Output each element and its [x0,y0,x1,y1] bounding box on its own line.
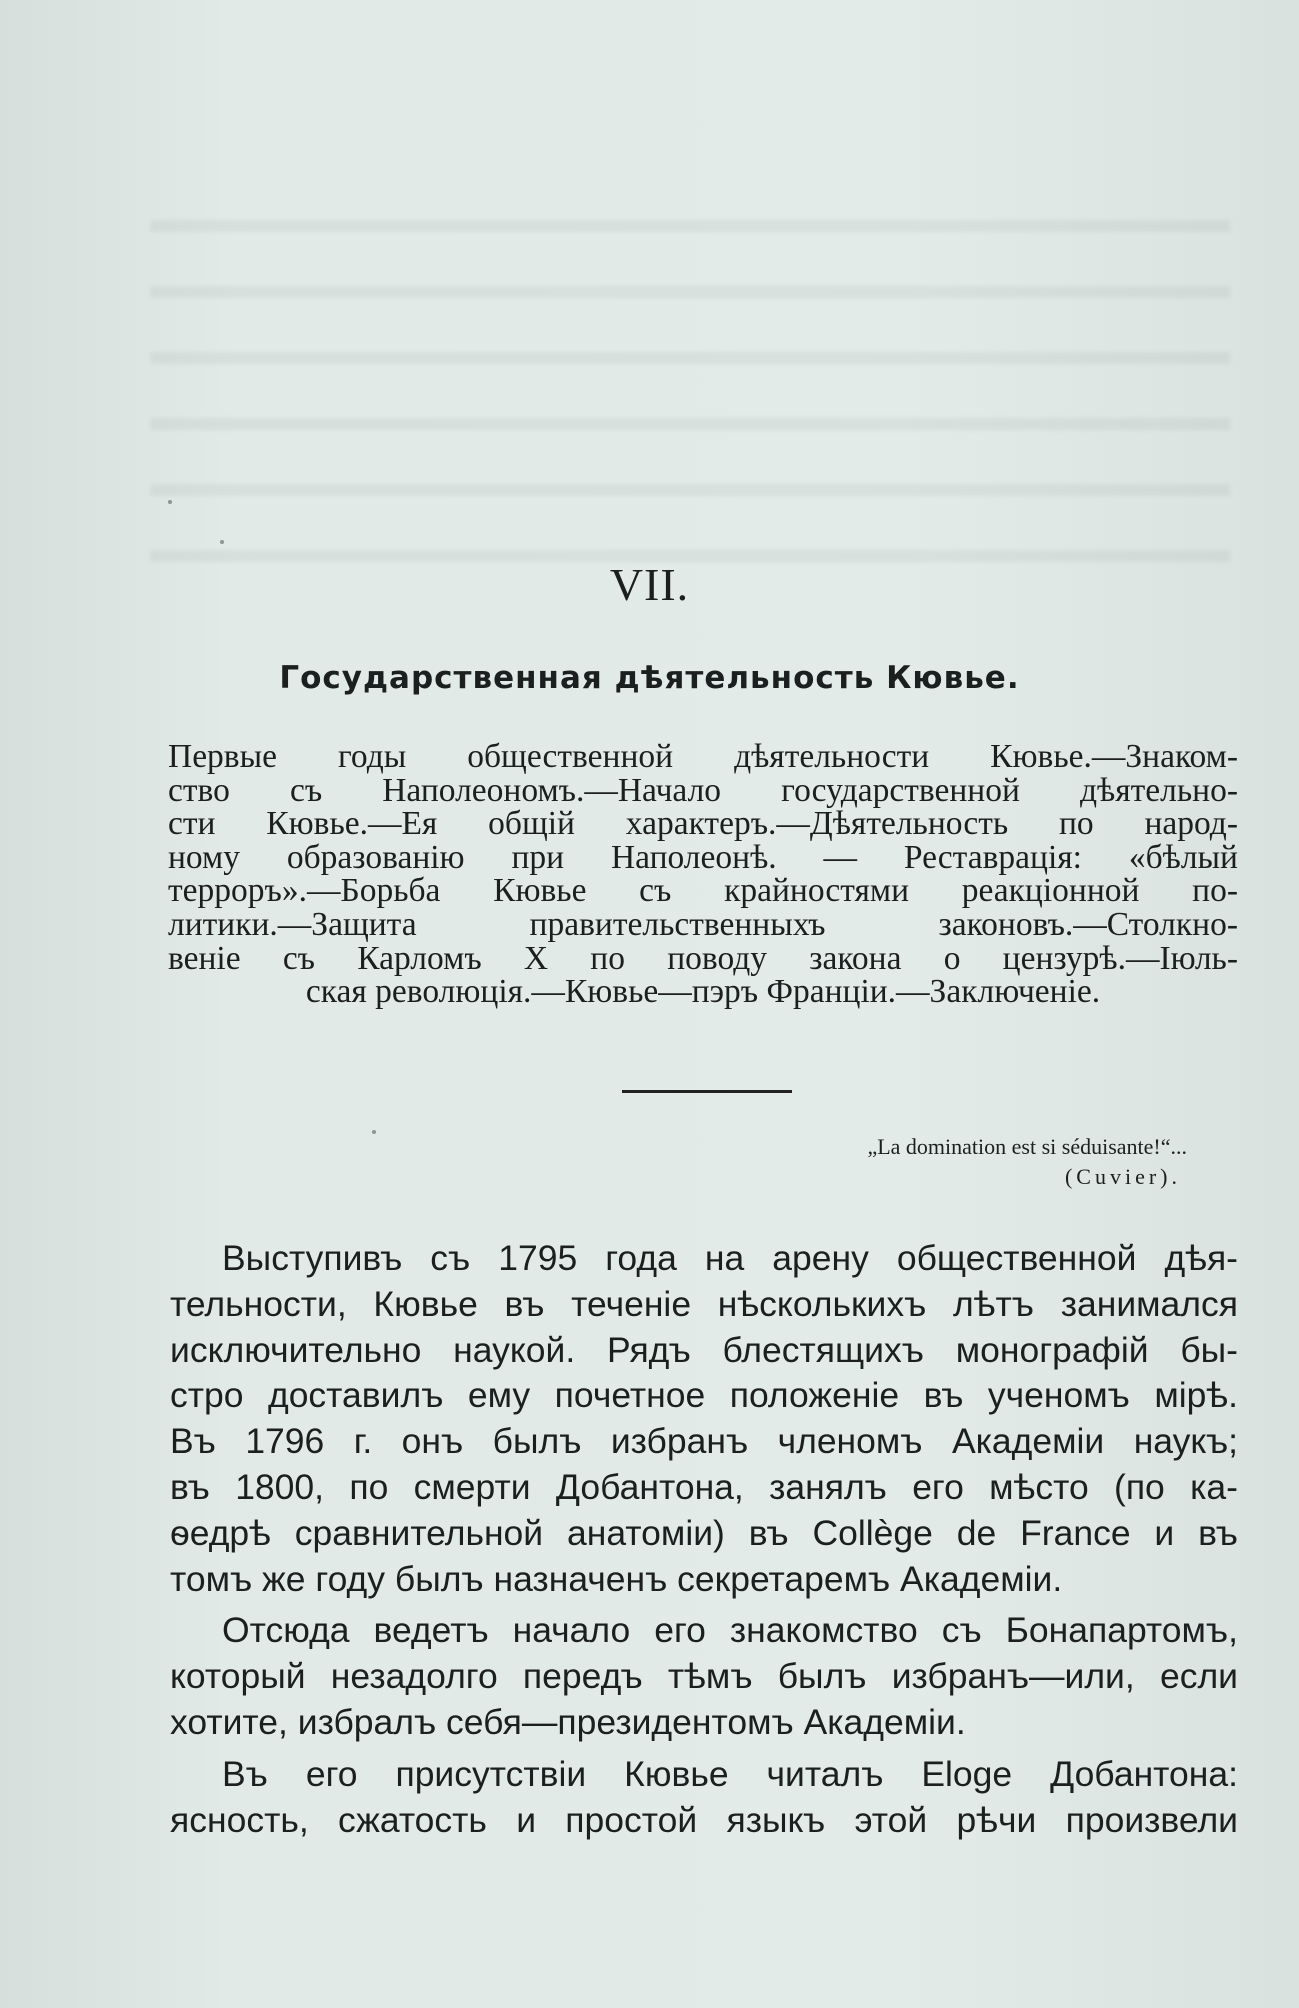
paragraph-line: ѳедрѣ сравнительной анатоміи) въ Collège de France и въ [170,1512,1238,1553]
paragraph-line: тельности, Кювье въ теченіе нѣсколькихъ лѣтъ занимался [170,1283,1238,1324]
paragraph-line: хотите, избралъ себя—президентомъ Академіи. [170,1701,966,1742]
epigraph [867,1132,1187,1192]
paragraph-line: который незадолго передъ тѣмъ былъ избранъ—или, если [170,1656,1238,1697]
summary-line: ская революція.—Кювье—пэръ Франціи.—Заключеніе. [305,973,1101,1011]
summary-line: ство съ Наполеономъ.—Начало государственной дѣятельно- [168,771,1238,809]
paper-speck [372,1130,376,1134]
paragraph-line: исключительно наукой. Рядъ блестящихъ монографій бы- [170,1329,1238,1370]
chapter-number: VII. [609,559,690,610]
paragraph-line: стро доставилъ ему почетное положеніе въ ученомъ мірѣ. [170,1375,1238,1416]
body-text [170,1236,1238,1843]
summary-line: Первые годы общественной дѣятельности Кювье.—Знаком- [168,738,1238,775]
summary-line: веніе съ Карломъ X по поводу закона о цензурѣ.—Іюль- [168,939,1238,977]
paragraph-line: Отсюда ведетъ начало его знакомство съ Бонапартомъ, [222,1610,1238,1651]
epigraph-author: (Cuvier). [1064,1164,1181,1189]
chapter-summary [168,740,1238,1009]
summary-line: сти Кювье.—Ея общій характеръ.—Дѣятельность по народ- [168,805,1238,843]
paragraph-line: въ 1800, по смерти Добантона, занялъ его мѣсто (по ка- [170,1466,1238,1507]
paragraph-line: Выступивъ съ 1795 года на арену общественной дѣя- [222,1238,1238,1278]
show-through-text [150,190,1230,610]
paragraph-line: томъ же году былъ назначенъ секретаремъ Академіи. [170,1558,1063,1599]
paper-speck [168,500,172,504]
summary-line: литики.—Защита правительственныхъ законовъ.—Столкно- [168,905,1238,943]
paragraph-line: Въ 1796 г. онъ былъ избранъ членомъ Академіи наукъ; [170,1421,1238,1462]
paragraph-line: ясность, сжатость и простой языкъ этой рѣчи произвели [170,1799,1238,1840]
summary-line: ному образованію при Наполеонѣ. — Реставрація: «бѣлый [168,838,1238,876]
paper-speck [220,540,224,544]
section-divider [622,1090,792,1093]
epigraph-quote: „La domination est si séduisante!“... [867,1134,1187,1159]
chapter-title: Государственная дѣятельность Кювье. [279,660,1020,696]
summary-line: терроръ».—Борьба Кювье съ крайностями реакціонной по- [168,872,1238,910]
paragraph-line: Въ его присутствіи Кювье читалъ Eloge Добантона: [222,1753,1238,1794]
